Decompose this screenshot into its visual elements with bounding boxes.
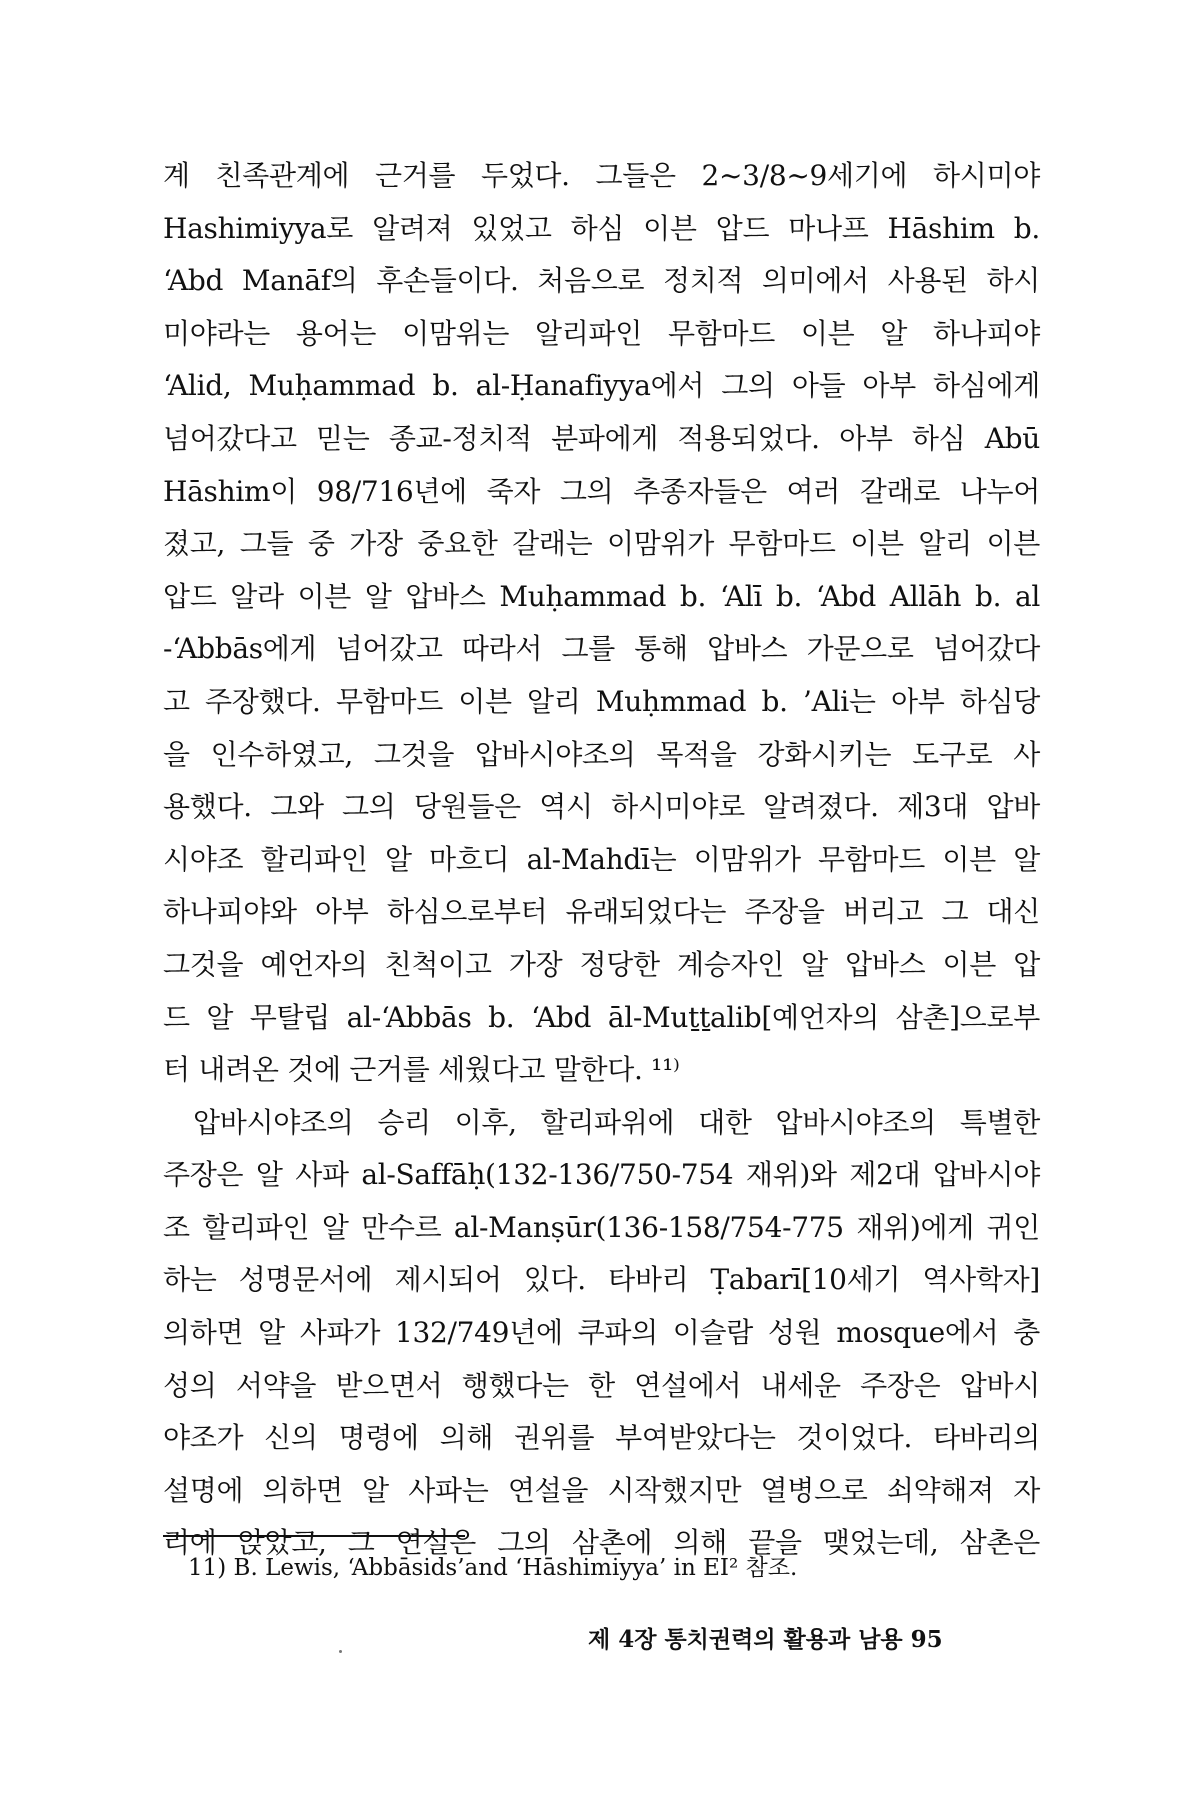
text-line: ‘Abd Manāf의 후손들이다. 처음으로 정치적 의미에서 사용된 하시: [163, 264, 1040, 298]
text-line: ‘Alid, Muḥammad b. al-Ḥanafiyya에서 그의 아들 아부 하심에게: [163, 369, 1040, 403]
text-line: 시야조 할리파인 알 마흐디 al-Mahdī는 이맘위가 무함마드 이븐 알: [163, 842, 1040, 876]
text-line: 고 주장했다. 무함마드 이븐 알리 Muḥmmad b. ’Ali는 아부 하심당: [163, 684, 1040, 718]
text-line: 을 인수하였고, 그것을 압바시야조의 목적을 강화시키는 도구로 사: [163, 737, 1040, 771]
text-line: 의하면 알 사파가 132/749년에 쿠파의 이슬람 성원 mosque에서 충: [163, 1316, 1040, 1350]
text-line: 리에 앉았고, 그 연설은 그의 삼촌에 의해 끝을 맺었는데, 삼촌은: [163, 1526, 1040, 1560]
text-line: 설명에 의하면 알 사파는 연설을 시작했지만 열병으로 쇠약해져 자: [163, 1473, 1040, 1507]
text-line: 졌고, 그들 중 가장 중요한 갈래는 이맘위가 무함마드 이븐 알리 이븐: [163, 527, 1040, 561]
footnote-divider: [163, 1535, 465, 1537]
text-line: 드 알 무탈립 al-‘Abbās b. ‘Abd āl-Muṯṯalib[예언자의 삼촌]으로부: [163, 1000, 1040, 1034]
text-line: 압바시야조의 승리 이후, 할리파위에 대한 압바시야조의 특별한: [193, 1105, 1040, 1139]
body-text: [163, 150, 1040, 1570]
text-line: -‘Abbās에게 넘어갔고 따라서 그를 통해 압바스 가문으로 넘어갔다: [163, 632, 1040, 666]
text-line: 계 친족관계에 근거를 두었다. 그들은 2~3/8~9세기에 하시미야: [163, 159, 1040, 192]
text-line: 미야라는 용어는 이맘위는 알리파인 무함마드 이븐 알 하나피야: [163, 316, 1040, 350]
footnote: 11) B. Lewis, ‘Abbāsids’and ‘Hāshimiyya’ in EI² 참조.: [188, 1555, 798, 1581]
text-line: Hāshim이 98/716년에 죽자 그의 추종자들은 여러 갈래로 나누어: [163, 474, 1040, 508]
text-line: 성의 서약을 받으면서 행했다는 한 연설에서 내세운 주장은 압바시: [163, 1368, 1040, 1402]
text-line: 넘어갔다고 믿는 종교-정치적 분파에게 적용되었다. 아부 하심 Abū: [163, 421, 1040, 455]
text-line: 용했다. 그와 그의 당원들은 역시 하시미야로 알려졌다. 제3대 압바: [163, 790, 1040, 824]
text-line: Hashimiyya로 알려져 있었고 하심 이븐 압드 마나프 Hāshim b.: [163, 211, 1040, 245]
text-line: 압드 알라 이븐 알 압바스 Muḥammad b. ‘Alī b. ‘Abd Allāh b. al: [163, 579, 1040, 613]
running-footer: 제 4장 통치권력의 활용과 남용 95: [588, 1626, 943, 1653]
text-line: 주장은 알 사파 al-Saffāḥ(132-136/750-754 재위)와 제2대 압바시야: [163, 1158, 1040, 1192]
scan-speck: [339, 1650, 342, 1653]
text-line: 그것을 예언자의 친척이고 가장 정당한 계승자인 알 압바스 이븐 압: [163, 947, 1040, 981]
text-line: 야조가 신의 명령에 의해 권위를 부여받았다는 것이었다. 타바리의: [163, 1421, 1040, 1455]
text-line: 하는 성명문서에 제시되어 있다. 타바리 Ṭabarī[10세기 역사학자]: [163, 1263, 1040, 1297]
text-line: 조 할리파인 알 만수르 al-Manṣūr(136-158/754-775 재위)에게 귀인: [163, 1210, 1040, 1244]
text-line: 터 내려온 것에 근거를 세웠다고 말한다. ¹¹⁾: [163, 1053, 680, 1087]
text-line: 하나피야와 아부 하심으로부터 유래되었다는 주장을 버리고 그 대신: [163, 895, 1040, 929]
